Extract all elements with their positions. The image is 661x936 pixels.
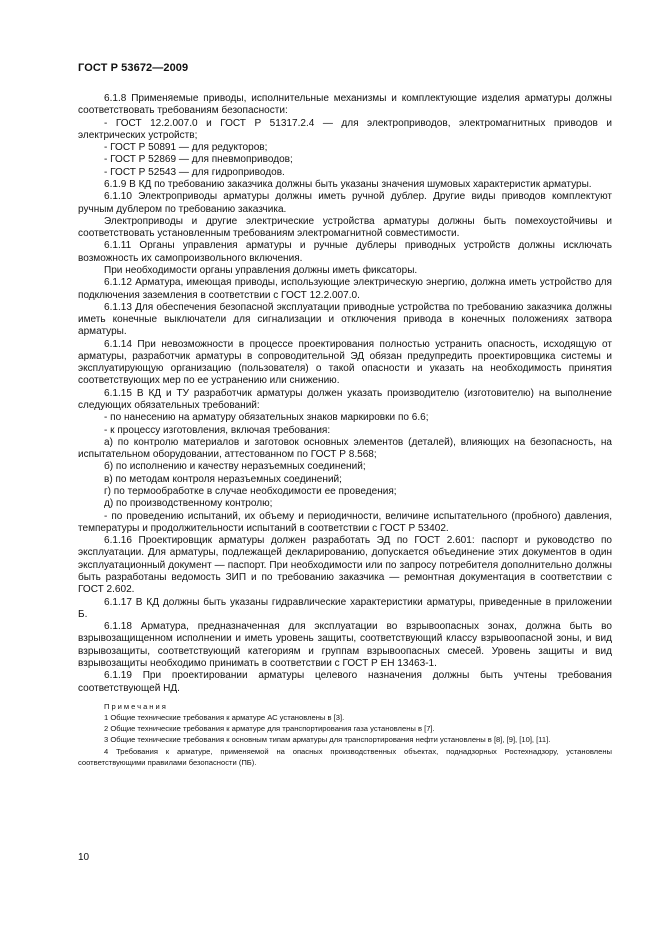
paragraph: - ГОСТ Р 50891 — для редукторов;	[104, 142, 268, 154]
paragraph: 6.1.17 В КД должны быть указаны гидравлические характеристики арматуры, приведенные в приложении Б.	[78, 596, 612, 620]
note-item: 2 Общие технические требования к арматуре для транспортирования газа установлены в [7].	[104, 724, 435, 734]
paragraph: 6.1.19 При проектировании арматуры целевого назначения должны быть учтены требования соответствующей НД.	[78, 670, 612, 694]
paragraph: 6.1.18 Арматура, предназначенная для эксплуатации во взрывоопасных зонах, должна быть во взрывозащищенном исполнении и иметь уровень защиты, соответствующий классу взрывоопасной зоны, и вид взрывозащиты, соответствующий категориям и группам взрывоопасных смесей. Уровень защиты и вид взрывозащиты необходимо принимать в соответствии с ГОСТ Р ЕН 13463-1.	[78, 621, 612, 669]
paragraph: а) по контролю материалов и заготовок основных элементов (деталей), влияющих на безопасность, на испытательном оборудовании, аттестованном по ГОСТ Р 8.568;	[78, 436, 612, 461]
paragraph: 6.1.16 Проектировщик арматуры должен разработать ЭД по ГОСТ 2.601: паспорт и руководство по эксплуатации. Для арматуры, подлежащей декларированию, допускается объединение этих документов в один эксплуатационный документ — паспорт. При необходимости или по запросу потребителя дополнительно должны быть разработаны ведомость ЗИП и по требованию заказчика — ремонтная документация в соответствии с ГОСТ 2.602.	[78, 535, 612, 596]
notes-title: Примечания	[104, 701, 168, 711]
paragraph: Электроприводы и другие электрические устройства арматуры должны быть помехоустойчивы и соответствовать установленным требованиям электромагнитной совместимости.	[78, 215, 612, 240]
notes-block	[78, 701, 612, 768]
paragraph: 6.1.11 Органы управления арматуры и ручные дублеры приводных устройств должны исключать возможность их самопроизвольного включения.	[78, 240, 612, 264]
paragraph: 6.1.13 Для обеспечения безопасной эксплуатации приводные устройства по требованию заказчика должны иметь конечные выключатели для сигнализации и отключения привода в конечных положениях затвора арматуры.	[78, 301, 612, 338]
paragraph: - ГОСТ Р 52869 — для пневмоприводов;	[104, 154, 293, 166]
note-item: 3 Общие технические требования к основным типам арматуры для транспортирования нефти установлены в [8], [9], [10], [11].	[104, 735, 551, 745]
document-body	[78, 93, 612, 768]
page-number: 10	[78, 852, 90, 863]
paragraph: 6.1.8 Применяемые приводы, исполнительные механизмы и комплектующие изделия арматуры должны соответствовать требованиям безопасности:	[78, 93, 612, 117]
document-header: ГОСТ Р 53672—2009	[78, 62, 189, 74]
paragraph: 6.1.15 В КД и ТУ разработчик арматуры должен указать производителю (изготовителю) на выполнение следующих обязательных требований:	[78, 387, 612, 412]
note-item: 4 Требования к арматуре, применяемой на опасных производственных объектах, поднадзорных Ростехнадзору, установлены соответствующими правилами безопасности (ПБ).	[78, 746, 612, 767]
paragraph: - к процессу изготовления, включая требования:	[104, 424, 331, 436]
paragraphs	[78, 93, 612, 695]
paragraph: - ГОСТ Р 52543 — для гидроприводов.	[104, 166, 285, 178]
paragraph: 6.1.12 Арматура, имеющая приводы, использующие электрическую энергию, должна иметь устройство для подключения заземления в соответствии с ГОСТ 12.2.007.0.	[78, 277, 612, 301]
paragraph: - по проведению испытаний, их объему и периодичности, величине испытательного (пробного) давления, температуры и продолжительности испытаний в соответствии с ГОСТ Р 53402.	[78, 510, 612, 534]
paragraph: д) по производственному контролю;	[104, 498, 273, 510]
note-item: 1 Общие технические требования к арматуре АС установлены в [3].	[104, 712, 345, 722]
paragraph: 6.1.14 При невозможности в процессе проектирования полностью устранить опасность, исходящую от арматуры, разработчик арматуры в сопроводительной ЭД обязан предупредить проектировщика системы и эксплуатирующую организацию (пользователя) о такой опасности и указать на необходимость принятия соответствующих мер по ее устранению или снижению.	[78, 338, 612, 387]
paragraph: 6.1.10 Электроприводы арматуры должны иметь ручной дублер. Другие виды приводов комплектуют ручным дублером по требованию заказчика.	[78, 191, 612, 215]
paragraph: 6.1.9 В КД по требованию заказчика должны быть указаны значения шумовых характеристик арматуры.	[104, 178, 592, 190]
paragraph: - ГОСТ 12.2.007.0 и ГОСТ Р 51317.2.4 — для электроприводов, электромагнитных приводов и электрических устройств;	[78, 117, 612, 141]
paragraph: б) по исполнению и качеству неразъемных соединений;	[104, 461, 366, 473]
paragraph: г) по термообработке в случае необходимости ее проведения;	[104, 486, 397, 497]
notes-list	[78, 712, 612, 768]
paragraph: в) по методам контроля неразъемных соединений;	[104, 473, 342, 485]
paragraph: При необходимости органы управления должны иметь фиксаторы.	[104, 264, 418, 276]
paragraph: - по нанесению на арматуру обязательных знаков маркировки по 6.6;	[104, 412, 429, 424]
